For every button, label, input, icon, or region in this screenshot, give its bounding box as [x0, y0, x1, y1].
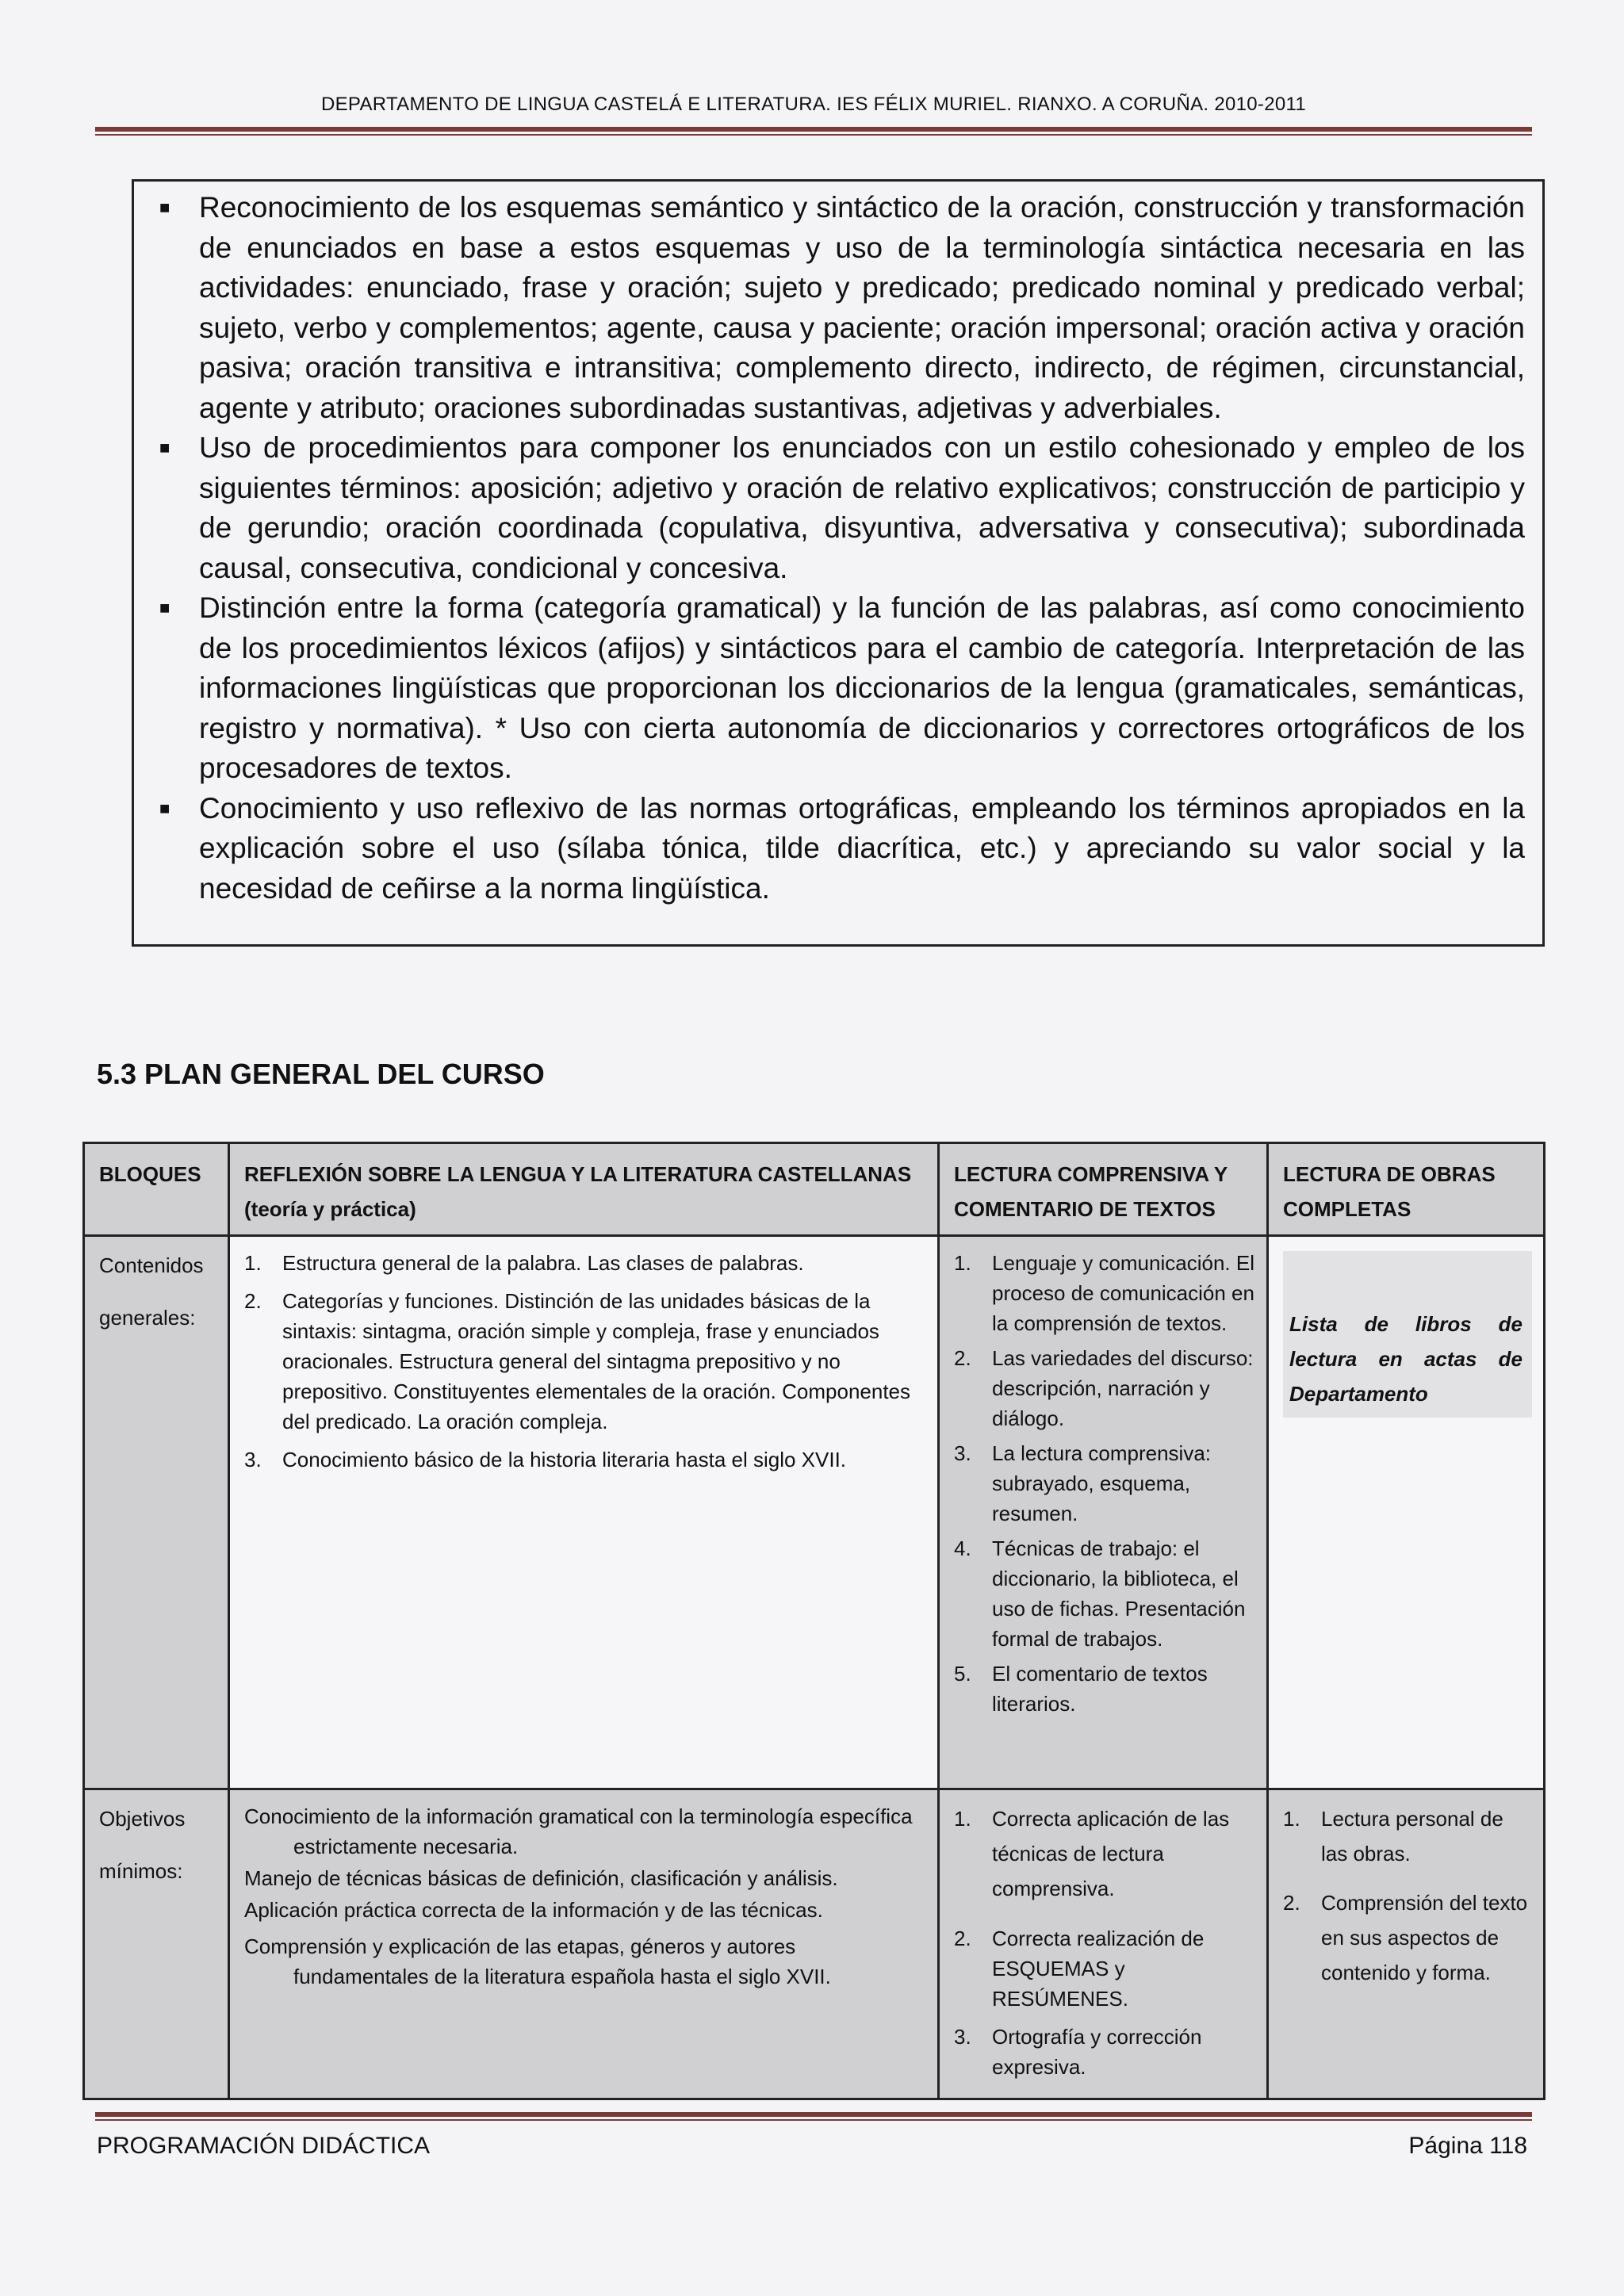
- footer-rule: [95, 2112, 1532, 2121]
- criteria-item: ■ Distinción entre la forma (categoría gramatical) y la función de las palabras, así como conocimiento de los procedimientos léxicos (afijos) y sintácticos para el cambio de categoría. Interpretación de las informaciones lingüísticas que proporcionan los diccionarios de la lengua (gramaticales, semánticas, registro y normativa). * Uso con cierta autonomía de diccionarios y correctores ortográficos de los procesadores de textos.: [153, 588, 1525, 789]
- square-bullet-icon: ■: [159, 197, 170, 217]
- plan-table: [82, 1142, 1545, 2100]
- row-label-objetivos: Objetivos mínimos:: [84, 1789, 229, 2099]
- reading-list-note: Lista de libros de lectura en actas de Departamento: [1283, 1251, 1532, 1418]
- list-item: 2. Comprensión del texto en sus aspectos de contenido y forma.: [1283, 1891, 1528, 1984]
- list-item: 1. Lenguaje y comunicación. El proceso de comunicación en la comprensión de textos.: [954, 1251, 1254, 1335]
- page-number: Página 118: [1408, 2133, 1527, 2159]
- contenidos-obras: [1268, 1236, 1545, 1789]
- table-row-objetivos: [84, 1789, 1545, 2099]
- criteria-list: [153, 188, 1525, 909]
- header-rule: [95, 127, 1532, 136]
- page-header: DEPARTAMENTO DE LINGUA CASTELÁ E LITERATURA. IES FÉLIX MURIEL. RIANXO. A CORUÑA. 2010-2011: [320, 94, 1307, 115]
- criteria-item: ■ Conocimiento y uso reflexivo de las normas ortográficas, empleando los términos apropiados en la explicación sobre el uso (sílaba tónica, tilde diacrítica, etc.) y apreciando su valor social y la necesidad de ceñirse a la norma lingüística.: [153, 789, 1525, 909]
- list-item: 1. Estructura general de la palabra. Las clases de palabras.: [244, 1251, 804, 1275]
- square-bullet-icon: ■: [159, 598, 170, 618]
- list-item: 4. Técnicas de trabajo: el diccionario, la biblioteca, el uso de fichas. Presentación formal de trabajos.: [954, 1536, 1246, 1651]
- list-item: 3. Ortografía y corrección expresiva.: [954, 2025, 1202, 2079]
- objective-item: Conocimiento de la información gramatical con la terminología específica estrictamente necesaria.: [244, 1804, 913, 1858]
- table-row-contenidos: [84, 1236, 1545, 1789]
- objetivos-lectura: [939, 1789, 1268, 2099]
- list-item: 1. Lectura personal de las obras.: [1283, 1807, 1503, 1866]
- criteria-box: [132, 179, 1545, 947]
- list-item: 3. La lectura comprensiva: subrayado, esquema, resumen.: [954, 1441, 1212, 1525]
- row-label-contenidos: Contenidos generales:: [84, 1236, 229, 1789]
- objective-item: Aplicación práctica correcta de la información y de las técnicas.: [244, 1898, 823, 1922]
- list-item: 5. El comentario de textos literarios.: [954, 1662, 1208, 1716]
- square-bullet-icon: ■: [159, 438, 170, 457]
- list-item: 1. Correcta aplicación de las técnicas de lectura comprensiva.: [954, 1807, 1230, 1900]
- header-bloques: BLOQUES: [84, 1143, 229, 1236]
- section-title: 5.3 PLAN GENERAL DEL CURSO: [97, 1058, 545, 1090]
- header-reflexion: REFLEXIÓN SOBRE LA LENGUA Y LA LITERATURA CASTELLANAS (teoría y práctica): [229, 1143, 939, 1236]
- objective-item: Comprensión y explicación de las etapas, géneros y autores fundamentales de la literatura española hasta el siglo XVII.: [244, 1934, 831, 1988]
- criteria-item: ■ Uso de procedimientos para componer los enunciados con un estilo cohesionado y empleo de los siguientes términos: aposición; adjetivo y oración de relativo explicativos; construcción de participio y de gerundio; oración coordinada (copulativa, disyuntiva, adversativa y consecutiva); subordinada causal, consecutiva, condicional y concesiva.: [153, 428, 1525, 588]
- list-item: 2. Las variedades del discurso: descripción, narración y diálogo.: [954, 1346, 1254, 1430]
- table-header-row: [84, 1143, 1545, 1236]
- contenidos-lectura: [939, 1236, 1268, 1789]
- footer-title: PROGRAMACIÓN DIDÁCTICA: [97, 2133, 431, 2159]
- square-bullet-icon: ■: [159, 798, 170, 818]
- header-obras: LECTURA DE OBRAS COMPLETAS: [1268, 1143, 1545, 1236]
- list-item: 2. Categorías y funciones. Distinción de las unidades básicas de la sintaxis: sintagma, oración simple y compleja, frase y enunciados oracionales. Estructura general del sintagma prepositivo y no prepositivo. Constituyentes elementales de la oración. Componentes del predicado. La oración compleja.: [244, 1289, 911, 1433]
- objetivos-obras: [1268, 1789, 1545, 2099]
- contenidos-reflexion: [229, 1236, 939, 1789]
- list-item: 2. Correcta realización de ESQUEMAS y RESÚMENES.: [954, 1927, 1205, 2011]
- header-lectura: LECTURA COMPRENSIVA Y COMENTARIO DE TEXTOS: [939, 1143, 1268, 1236]
- objetivos-reflexion: [229, 1789, 939, 2099]
- list-item: 3. Conocimiento básico de la historia literaria hasta el siglo XVII.: [244, 1448, 847, 1471]
- objective-item: Manejo de técnicas básicas de definición, clasificación y análisis.: [244, 1866, 838, 1890]
- criteria-item: ■ Reconocimiento de los esquemas semántico y sintáctico de la oración, construcción y transformación de enunciados en base a estos esquemas y uso de la terminología sintáctica necesaria en las actividades: enunciado, frase y oración; sujeto y predicado; predicado nominal y predicado verbal; sujeto, verbo y complementos; agente, causa y paciente; oración impersonal; oración activa y oración pasiva; oración transitiva e intransitiva; complemento directo, indirecto, de régimen, circunstancial, agente y atributo; oraciones subordinadas sustantivas, adjetivas y adverbiales.: [153, 188, 1525, 428]
